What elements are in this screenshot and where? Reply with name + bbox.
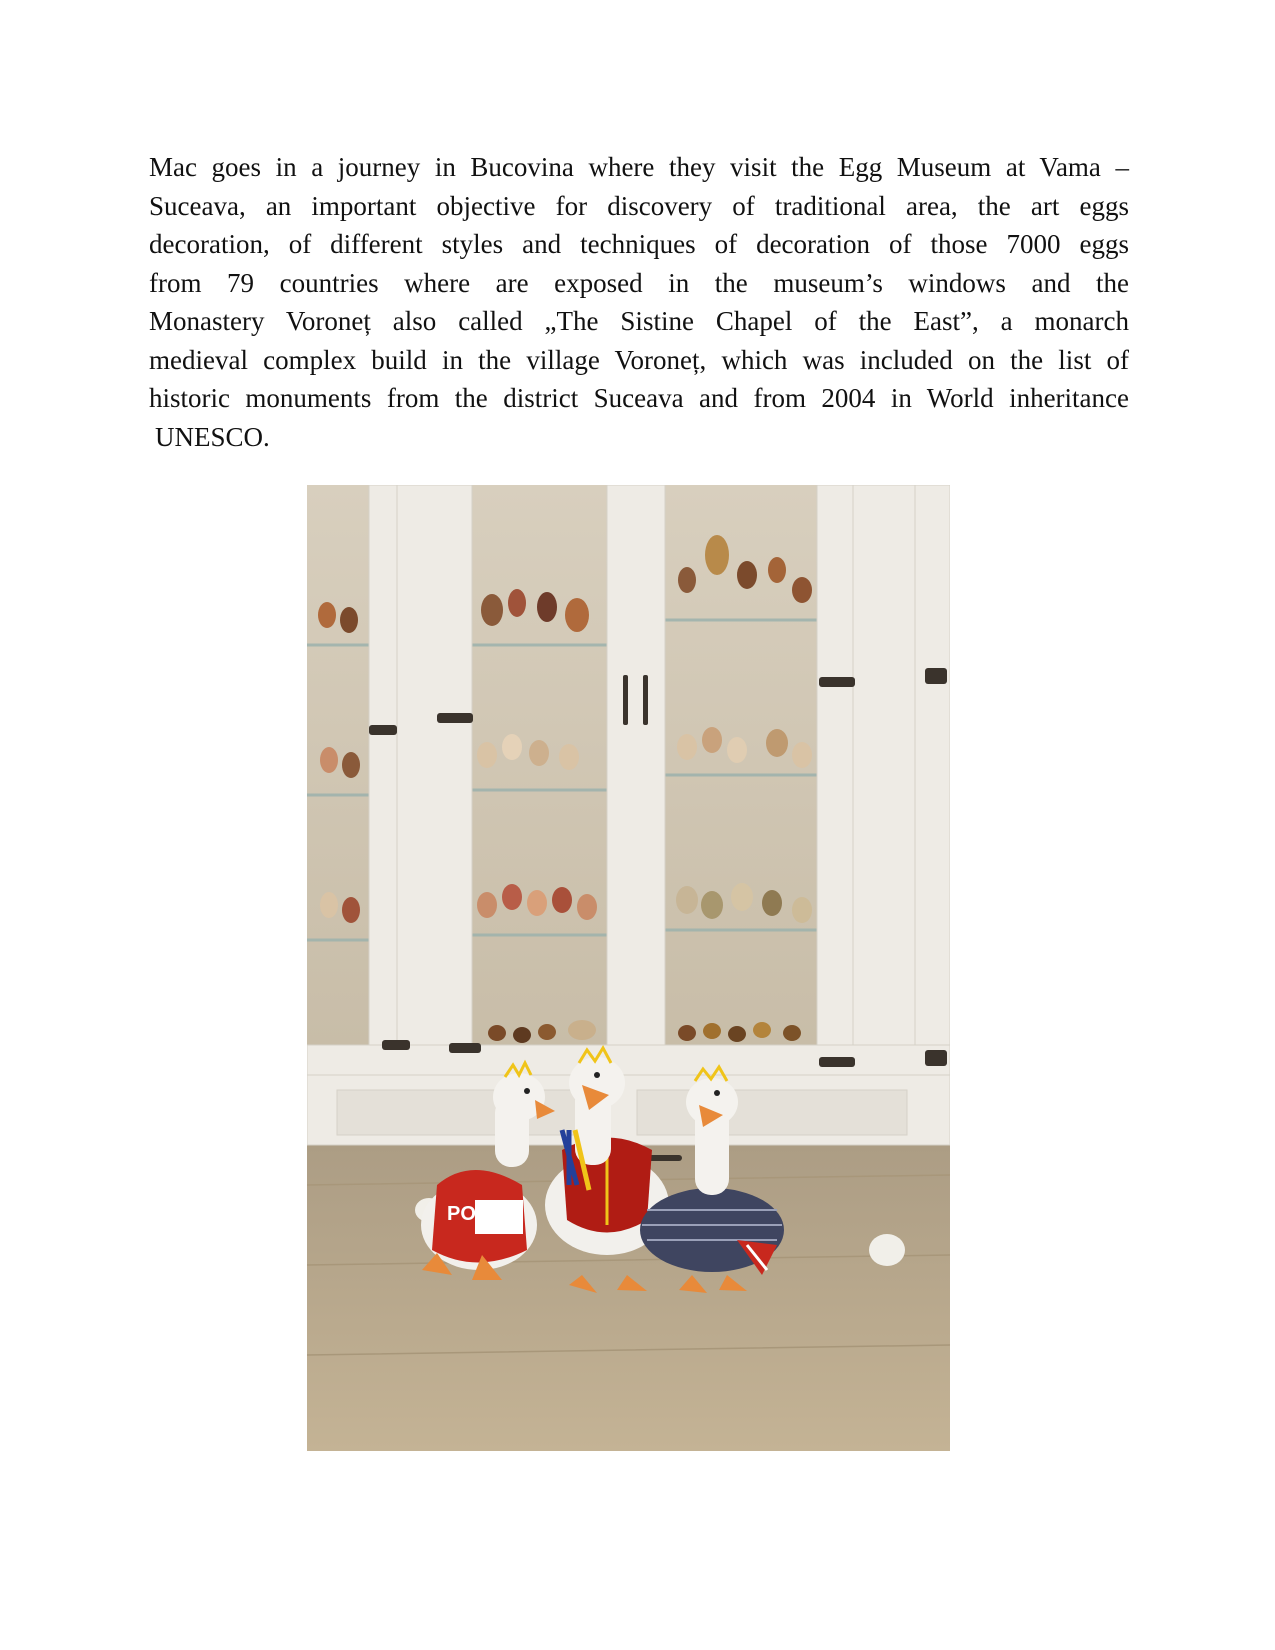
- jersey-text: POL: [447, 1203, 489, 1225]
- museum-photo: [307, 485, 950, 1451]
- museum-photo-illustration: [307, 485, 950, 1451]
- paragraph-line: Monastery Voroneț also called „The Sistine Chapel of the East”, a monarch: [149, 306, 1129, 336]
- body-paragraph: [149, 148, 1129, 456]
- paragraph-line: historic monuments from the district Suceava and from 2004 in World inheritance: [149, 383, 1129, 413]
- paragraph-line: from 79 countries where are exposed in the museum’s windows and the: [149, 267, 1129, 298]
- paragraph-line: decoration, of different styles and techniques of decoration of those 7000 eggs: [149, 229, 1129, 259]
- cabinet-foot: [869, 1234, 905, 1266]
- paragraph-line: Mac goes in a journey in Bucovina where they visit the Egg Museum at Vama –: [149, 152, 1129, 182]
- paragraph-line: medieval complex build in the village Voroneț, which was included on the list of: [149, 344, 1129, 375]
- paragraph-line: Suceava, an important objective for discovery of traditional area, the art eggs: [149, 190, 1129, 221]
- paragraph-line: UNESCO.: [155, 421, 270, 452]
